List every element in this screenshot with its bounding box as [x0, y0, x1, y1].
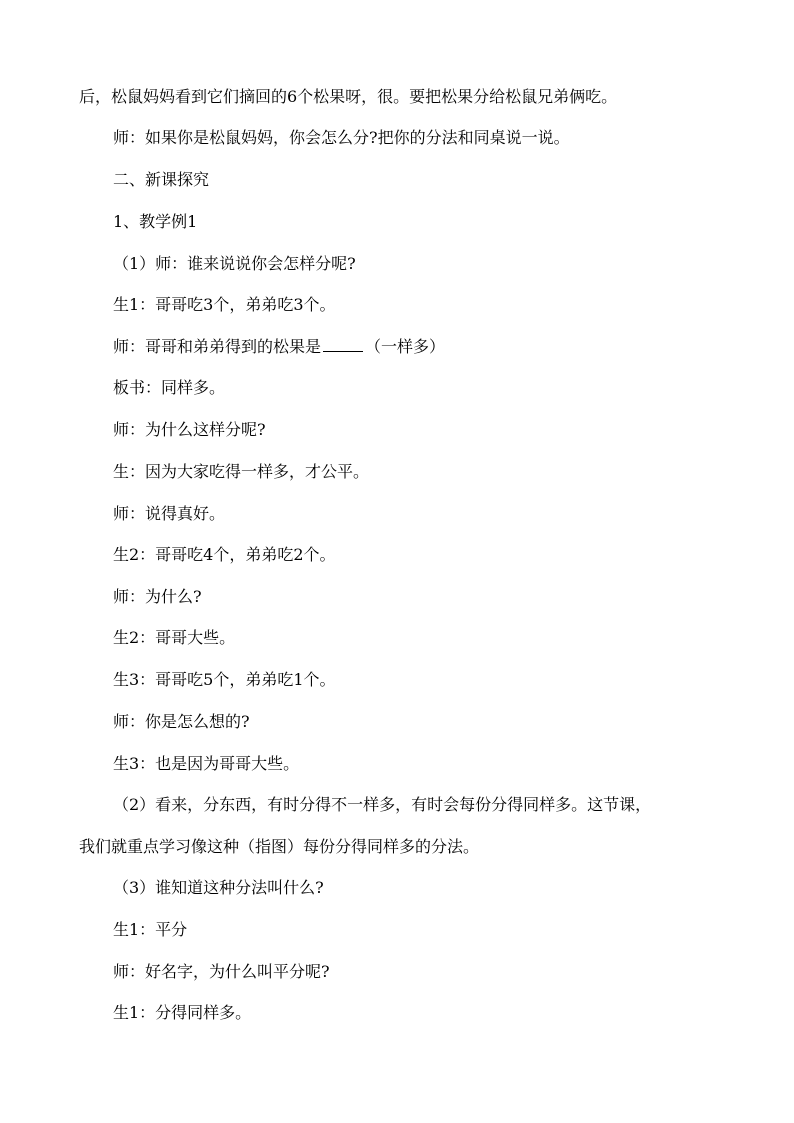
paragraph-line: 生1：分得同样多。	[113, 1003, 252, 1022]
paragraph-line: 师：你是怎么想的?	[113, 712, 250, 731]
paragraph-line: 后，松鼠妈妈看到它们摘回的6个松果呀，很。要把松果分给松鼠兄弟俩吃。	[79, 87, 618, 106]
paragraph-line: （2）看来，分东西，有时分得不一样多，有时会每份分得同样多。这节课，	[113, 795, 652, 814]
section-heading: 二、新课探究	[113, 170, 210, 189]
paragraph-line: 板书：同样多。	[113, 378, 226, 397]
paragraph-line: 生3：也是因为哥哥大些。	[113, 754, 300, 773]
paragraph-line: 生2：哥哥大些。	[113, 628, 236, 647]
fill-in-prompt: 师：哥哥和弟弟得到的松果是	[113, 337, 322, 356]
paragraph-line: 师：说得真好。	[113, 504, 226, 523]
paragraph-line: 生2：哥哥吃4个，弟弟吃2个。	[113, 545, 336, 564]
paragraph-line: （1）师：谁来说说你会怎样分呢?	[113, 254, 356, 273]
subsection-heading: 1、教学例1	[113, 212, 198, 231]
paragraph-line: 生3：哥哥吃5个，弟弟吃1个。	[113, 670, 336, 689]
paragraph-line: 师：如果你是松鼠妈妈，你会怎么分?把你的分法和同桌说一说。	[113, 128, 570, 147]
fill-in-answer: （一样多）	[365, 337, 446, 356]
fill-in-blank	[323, 339, 363, 352]
paragraph-line: 生：因为大家吃得一样多，才公平。	[113, 462, 370, 481]
paragraph-line: 我们就重点学习像这种（指图）每份分得同样多的分法。	[79, 837, 480, 856]
paragraph-line: 师：好名字，为什么叫平分呢?	[113, 962, 330, 981]
paragraph-line: 师：为什么?	[113, 587, 202, 606]
paragraph-line: 师：为什么这样分呢?	[113, 420, 266, 439]
paragraph-line: 生1：平分	[113, 920, 188, 939]
paragraph-line	[113, 339, 445, 355]
paragraph-line: 生1：哥哥吃3个，弟弟吃3个。	[113, 295, 336, 314]
paragraph-line: （3）谁知道这种分法叫什么?	[113, 878, 324, 897]
